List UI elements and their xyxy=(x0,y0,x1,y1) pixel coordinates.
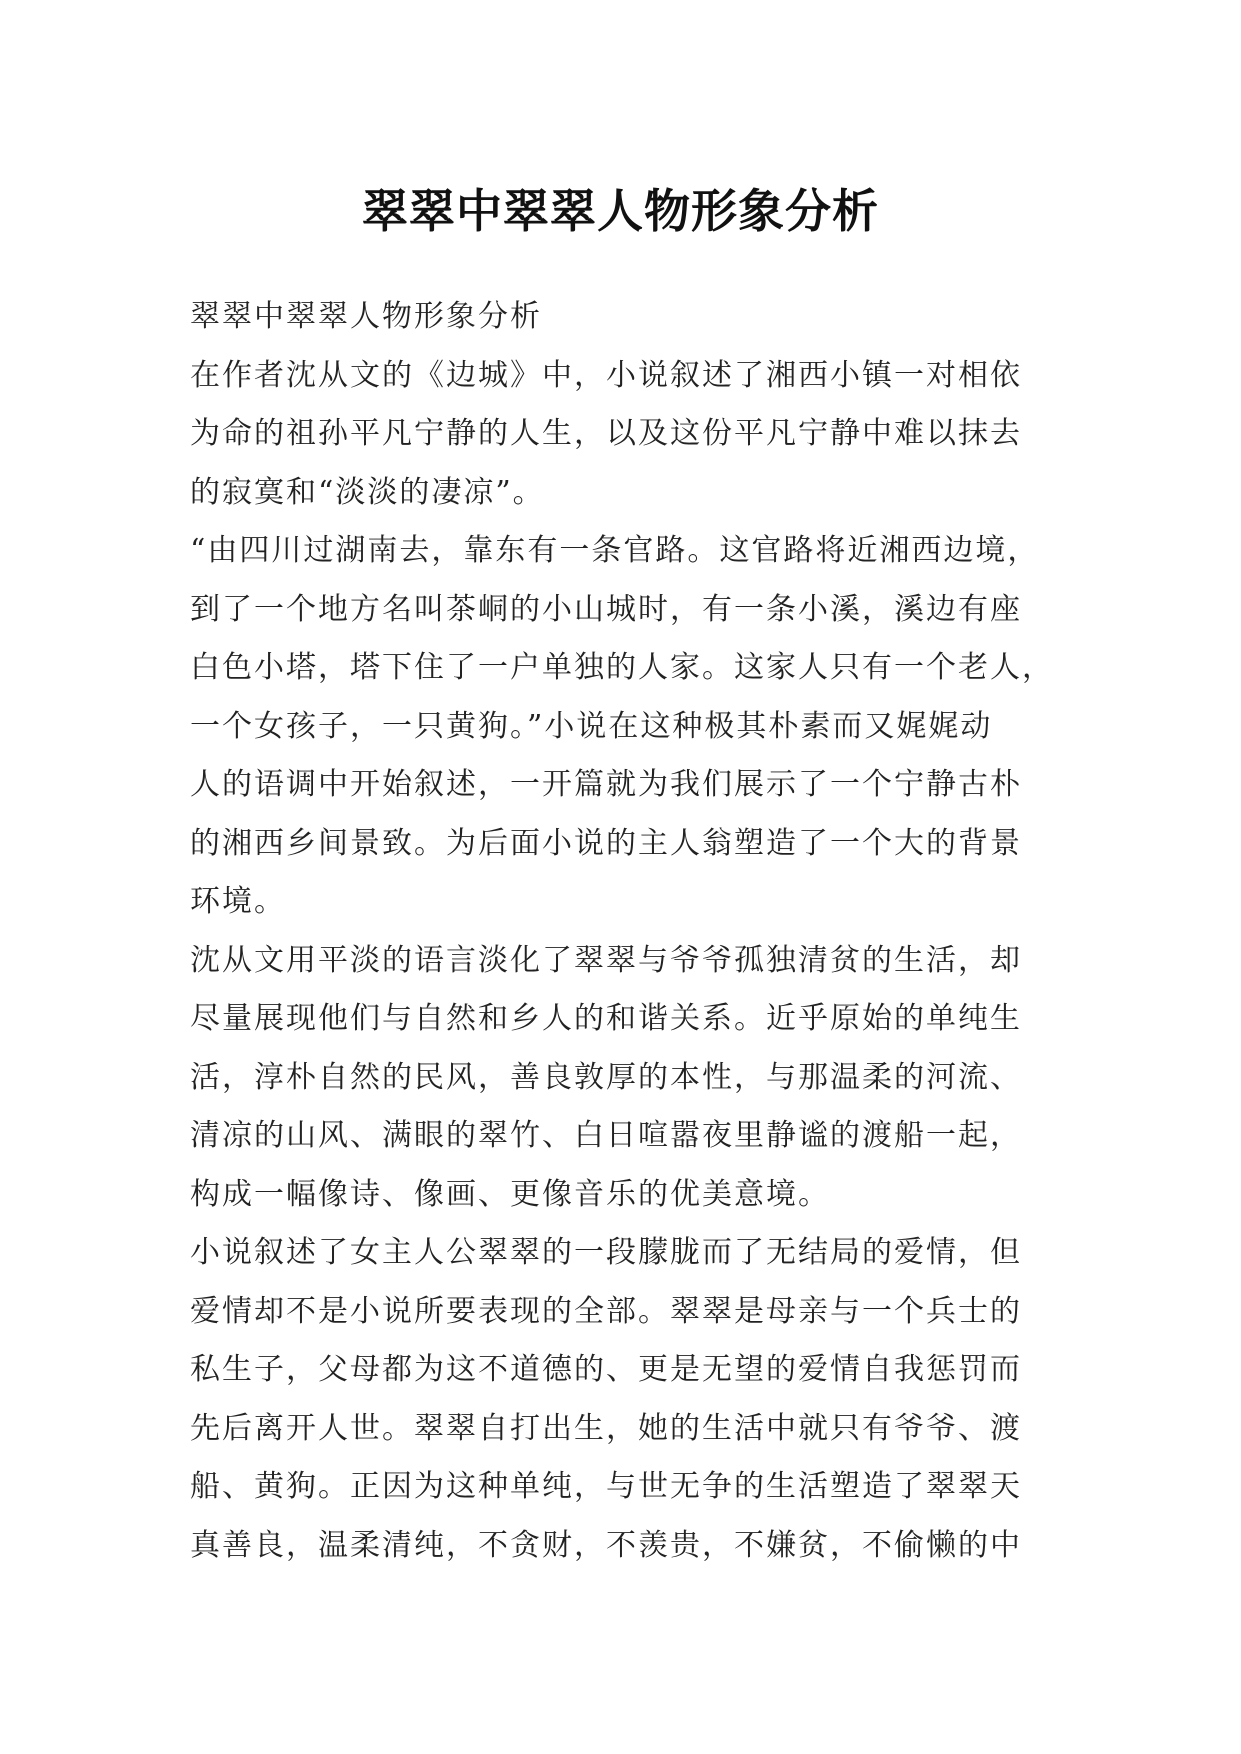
text-line: 构成一幅像诗、像画、更像音乐的优美意境。 xyxy=(190,1176,830,1212)
text-line: 清凉的山风、满眼的翠竹、白日喧嚣夜里静谧的渡船一起， xyxy=(190,1118,1022,1153)
text-line: 沈从文用平淡的语言淡化了翠翠与爷爷孤独清贫的生活，却 xyxy=(190,942,1022,978)
text-line: 船、黄狗。正因为这种单纯，与世无争的生活塑造了翠翠天 xyxy=(190,1469,1022,1504)
text-line: 小说叙述了女主人公翠翠的一段朦胧而了无结局的爱情，但 xyxy=(190,1235,1022,1270)
text-line: 的寂寞和“淡淡的凄凉”。 xyxy=(190,474,545,510)
text-line: 到了一个地方名叫茶峒的小山城时，有一条小溪，溪边有座 xyxy=(190,591,1022,627)
text-line: 为命的祖孙平凡宁静的人生，以及这份平凡宁静中难以抹去 xyxy=(190,416,1022,451)
text-line: 先后离开人世。翠翠自打出生，她的生活中就只有爷爷、渡 xyxy=(190,1410,1022,1446)
text-line: 的湘西乡间景致。为后面小说的主人翁塑造了一个大的背景 xyxy=(190,825,1022,861)
text-line: 尽量展现他们与自然和乡人的和谐关系。近乎原始的单纯生 xyxy=(190,1001,1022,1036)
text-line: 人的语调中开始叙述，一开篇就为我们展示了一个宁静古朴 xyxy=(190,767,1022,802)
text-line: 翠翠中翠翠人物形象分析 xyxy=(190,299,542,334)
text-line: 真善良，温柔清纯，不贪财，不羡贵，不嫌贫，不偷懒的中 xyxy=(190,1527,1022,1563)
text-line: 白色小塔，塔下住了一户单独的人家。这家人只有一个老人， xyxy=(190,650,1054,685)
text-line: 爱情却不是小说所要表现的全部。翠翠是母亲与一个兵士的 xyxy=(190,1293,1022,1329)
document-title: 翠翠中翠翠人物形象分析 xyxy=(362,183,879,238)
text-line: 私生子，父母都为这不道德的、更是无望的爱情自我惩罚而 xyxy=(190,1352,1022,1387)
text-line: 活，淳朴自然的民风，善良敦厚的本性，与那温柔的河流、 xyxy=(190,1059,1022,1095)
text-line: 一个女孩子，一只黄狗。”小说在这种极其朴素而又娓娓动 xyxy=(190,708,993,744)
text-line: 在作者沈从文的《边城》中，小说叙述了湘西小镇一对相依 xyxy=(190,357,1022,393)
text-line: 环境。 xyxy=(190,884,286,919)
text-line: “由四川过湖南去，靠东有一条官路。这官路将近湘西边境， xyxy=(190,533,1040,568)
document-body xyxy=(190,288,1058,1575)
